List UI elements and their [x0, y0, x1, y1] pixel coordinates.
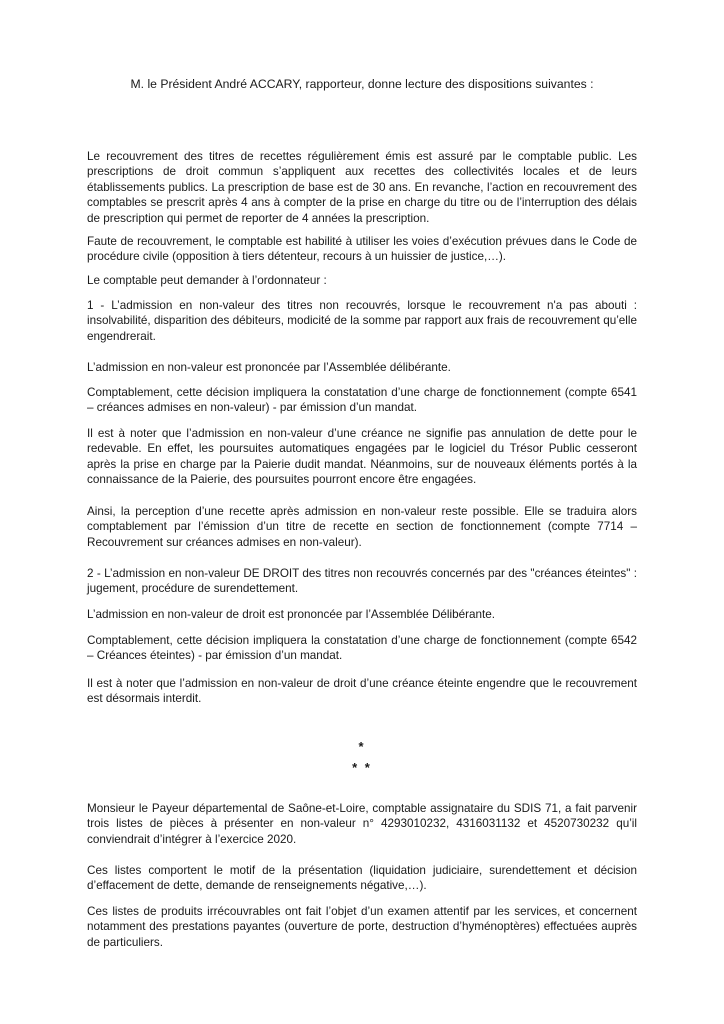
paragraph-recouvrement-interdit: Il est à noter que l’admission en non-valeur de droit d’une créance éteinte engendre que le recouvrement est désormais interdit. [87, 677, 637, 706]
paragraph-non-valeur-1: 1 - L’admission en non-valeur des titres non recouvrés, lorsque le recouvrement n'a pas abouti : insolvabilité, disparition des débiteurs, modicité de la somme par rapport aux frais de recouvrement qu’elle engendrerait. [87, 299, 637, 343]
paragraph-execution: Faute de recouvrement, le comptable est habilité à utiliser les voies d’exécution prévues dans le Code de procédure civile (opposition à tiers détenteur, recours à un huissier de justice,…). [87, 235, 637, 264]
paragraph-ordonnateur: Le comptable peut demander à l’ordonnateur : [87, 274, 327, 287]
paragraph-payeur: Monsieur le Payeur départemental de Saône-et-Loire, comptable assignataire du SDIS 71, a fait parvenir trois listes de pièces à présenter en non-valeur n° 4293010232, 4316031132 et 4520730232 qu’il conviendrait d’intégrer à l’exercice 2020. [87, 802, 637, 846]
separator-star-top: * [358, 739, 366, 754]
paragraph-listes-motif: Ces listes comportent le motif de la présentation (liquidation judiciaire, surendettement et décision d’effacement de dette, demande de renseignements négative,…). [87, 864, 637, 893]
paragraph-compte-6541: Comptablement, cette décision impliquera la constatation d’une charge de fonctionnement (compte 6541 – créances admises en non-valeur) - par émission d’un mandat. [87, 386, 637, 415]
paragraph-compte-7714: Ainsi, la perception d’une recette après admission en non-valeur reste possible. Elle se traduira alors comptablement par l’émission d’un titre de recette en section de fonctionnement (compte 7714 – Recouvrement sur créances admises en non-valeur). [87, 505, 637, 549]
paragraph-poursuites: Il est à noter que l’admission en non-valeur d’une créance ne signifie pas annulation de dette pour le redevable. En effet, les poursuites automatiques engagées par le logiciel du Trésor Public cesseront après la prise en charge par la Paierie dudit mandat. Néanmoins, sur de nouveaux éléments portés à la connaissance de la Paierie, des poursuites pourront encore être engagées. [87, 427, 637, 487]
paragraph-compte-6542: Comptablement, cette décision impliquera la constatation d’une charge de fonctionnement (compte 6542 – Créances éteintes) - par émission d’un mandat. [87, 634, 637, 663]
paragraph-produits-irrecouvrables: Ces listes de produits irrécouvrables ont fait l’objet d’un examen attentif par les services, et concernent notamment des prestations payantes (ouverture de porte, destruction d’hyménoptères) effectuées auprès de particuliers. [87, 905, 637, 949]
paragraph-prescription: Le recouvrement des titres de recettes régulièrement émis est assuré par le comptable public. Les prescriptions de droit commun s’appliquent aux recettes des collectivités locales et de leurs établissements publics. La prescription de base est de 30 ans. En revanche, l’action en recouvrement des comptables se prescrit après 4 ans à compter de la prise en charge du titre ou de l’interruption des délais de prescription qui permet de reporter de 4 années la prescription. [87, 150, 637, 225]
paragraph-non-valeur-droit: 2 - L’admission en non-valeur DE DROIT des titres non recouvrés concernés par des "créances éteintes" : jugement, procédure de surendettement. [87, 567, 637, 596]
section-separator [0, 738, 724, 776]
paragraph-assemblee-droit: L’admission en non-valeur de droit est prononcée par l’Assemblée Délibérante. [87, 608, 496, 621]
paragraph-assemblee: L’admission en non-valeur est prononcée par l’Assemblée délibérante. [87, 361, 451, 374]
intro-line: M. le Président André ACCARY, rapporteur, donne lecture des dispositions suivantes : [130, 77, 594, 91]
separator-star-bottom: * * [352, 760, 372, 775]
